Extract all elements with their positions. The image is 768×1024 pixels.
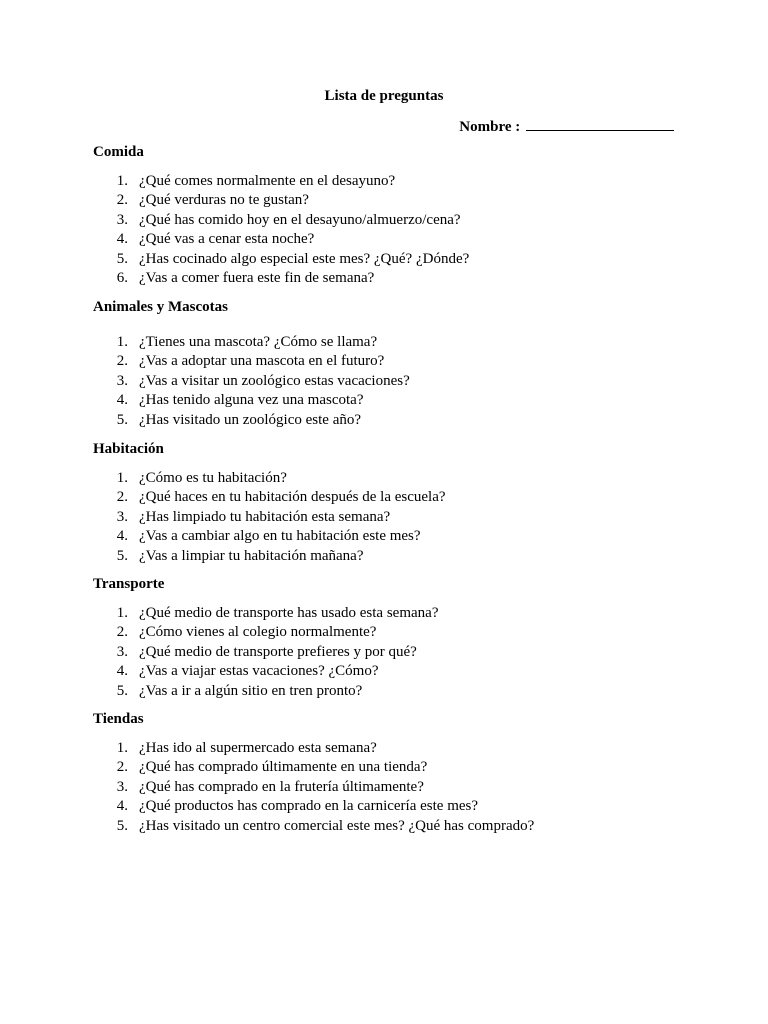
- list-item: [93, 527, 693, 546]
- question-text: ¿Qué medio de transporte has usado esta semana?: [139, 605, 439, 621]
- question-number: 3.: [116, 643, 128, 660]
- question-text: ¿Qué verduras no te gustan?: [139, 192, 309, 209]
- question-text: ¿Qué productos has comprado en la carnicería este mes?: [139, 798, 479, 815]
- section-animales-y-mascotas: [93, 298, 693, 430]
- question-text: ¿Vas a adoptar una mascota en el futuro?: [139, 353, 385, 370]
- section-comida: [93, 143, 693, 288]
- page-title: Lista de preguntas: [324, 88, 444, 104]
- question-number: 3.: [116, 778, 128, 795]
- question-number: 1.: [116, 173, 128, 189]
- list-item: [93, 352, 693, 371]
- question-list: [93, 333, 693, 430]
- question-number: 4.: [116, 528, 128, 545]
- section-tiendas: [93, 710, 693, 836]
- question-number: 5.: [116, 411, 128, 428]
- question-number: 5.: [116, 817, 128, 834]
- question-number: 5.: [116, 682, 128, 699]
- question-list: [93, 739, 693, 836]
- list-item: [93, 739, 693, 758]
- list-item: [93, 508, 693, 527]
- question-text: ¿Qué comes normalmente en el desayuno?: [139, 173, 396, 189]
- section-heading: Comida: [93, 144, 144, 160]
- question-text: ¿Vas a ir a algún sitio en tren pronto?: [139, 682, 363, 699]
- question-text: ¿Cómo es tu habitación?: [139, 470, 287, 486]
- question-number: 5.: [116, 547, 128, 564]
- question-number: 1.: [116, 605, 128, 621]
- list-item: [93, 604, 693, 623]
- list-item: [93, 230, 693, 249]
- list-item: [93, 758, 693, 777]
- question-text: ¿Vas a viajar estas vacaciones? ¿Cómo?: [139, 663, 379, 680]
- list-item: [93, 778, 693, 797]
- list-item: [93, 391, 693, 410]
- question-text: ¿Qué has comido hoy en el desayuno/almuerzo/cena?: [139, 211, 461, 228]
- question-text: ¿Vas a cambiar algo en tu habitación este mes?: [139, 528, 421, 545]
- question-text: ¿Has cocinado algo especial este mes? ¿Qué? ¿Dónde?: [139, 250, 470, 267]
- question-number: 1.: [116, 740, 128, 756]
- section-heading: Animales y Mascotas: [93, 299, 228, 315]
- question-text: ¿Has limpiado tu habitación esta semana?: [139, 508, 391, 525]
- question-number: 3.: [116, 372, 128, 389]
- question-number: 3.: [116, 508, 128, 525]
- question-text: ¿Has visitado un zoológico este año?: [139, 411, 362, 428]
- question-number: 2.: [116, 624, 128, 641]
- question-number: 4.: [116, 392, 128, 409]
- question-text: ¿Cómo vienes al colegio normalmente?: [139, 624, 377, 641]
- question-number: 1.: [116, 470, 128, 486]
- list-item: [93, 469, 693, 488]
- section-heading: Habitación: [93, 441, 164, 457]
- list-item: [93, 250, 693, 269]
- name-label: Nombre :: [459, 119, 521, 135]
- section-transporte: [93, 575, 693, 701]
- question-list: [93, 604, 693, 701]
- section-heading: Transporte: [93, 576, 165, 592]
- list-item: [93, 172, 693, 191]
- question-number: 2.: [116, 489, 128, 506]
- list-item: [93, 488, 693, 507]
- list-item: [93, 211, 693, 230]
- list-item: [93, 269, 693, 288]
- question-number: 2.: [116, 192, 128, 209]
- list-item: [93, 623, 693, 642]
- question-text: ¿Qué haces en tu habitación después de la escuela?: [139, 489, 446, 506]
- list-item: [93, 797, 693, 816]
- question-text: ¿Qué has comprado últimamente en una tienda?: [139, 759, 428, 776]
- section-heading: Tiendas: [93, 711, 144, 727]
- name-field: [459, 116, 674, 136]
- question-text: ¿Qué has comprado en la frutería últimamente?: [139, 778, 424, 795]
- question-list: [93, 172, 693, 288]
- question-list: [93, 469, 693, 566]
- question-number: 4.: [116, 231, 128, 248]
- list-item: [93, 333, 693, 352]
- list-item: [93, 547, 693, 566]
- question-text: ¿Tienes una mascota? ¿Cómo se llama?: [139, 334, 378, 350]
- question-text: ¿Qué medio de transporte prefieres y por qué?: [139, 643, 417, 660]
- list-item: [93, 411, 693, 430]
- question-number: 4.: [116, 663, 128, 680]
- list-item: [93, 662, 693, 681]
- list-item: [93, 643, 693, 662]
- question-number: 2.: [116, 353, 128, 370]
- list-item: [93, 682, 693, 701]
- list-item: [93, 817, 693, 836]
- question-number: 4.: [116, 798, 128, 815]
- list-item: [93, 372, 693, 391]
- section-habitacion: [93, 440, 693, 566]
- question-number: 1.: [116, 334, 128, 350]
- question-number: 2.: [116, 759, 128, 776]
- question-number: 5.: [116, 250, 128, 267]
- list-item: [93, 191, 693, 210]
- question-text: ¿Vas a visitar un zoológico estas vacaciones?: [139, 372, 410, 389]
- question-text: ¿Vas a comer fuera este fin de semana?: [139, 270, 375, 287]
- question-text: ¿Has ido al supermercado esta semana?: [139, 740, 377, 756]
- name-blank-line: [526, 116, 674, 131]
- question-number: 6.: [116, 270, 128, 287]
- question-text: ¿Has visitado un centro comercial este mes? ¿Qué has comprado?: [139, 817, 535, 834]
- question-text: ¿Vas a limpiar tu habitación mañana?: [139, 547, 364, 564]
- question-text: ¿Qué vas a cenar esta noche?: [139, 231, 315, 248]
- question-number: 3.: [116, 211, 128, 228]
- question-text: ¿Has tenido alguna vez una mascota?: [139, 392, 364, 409]
